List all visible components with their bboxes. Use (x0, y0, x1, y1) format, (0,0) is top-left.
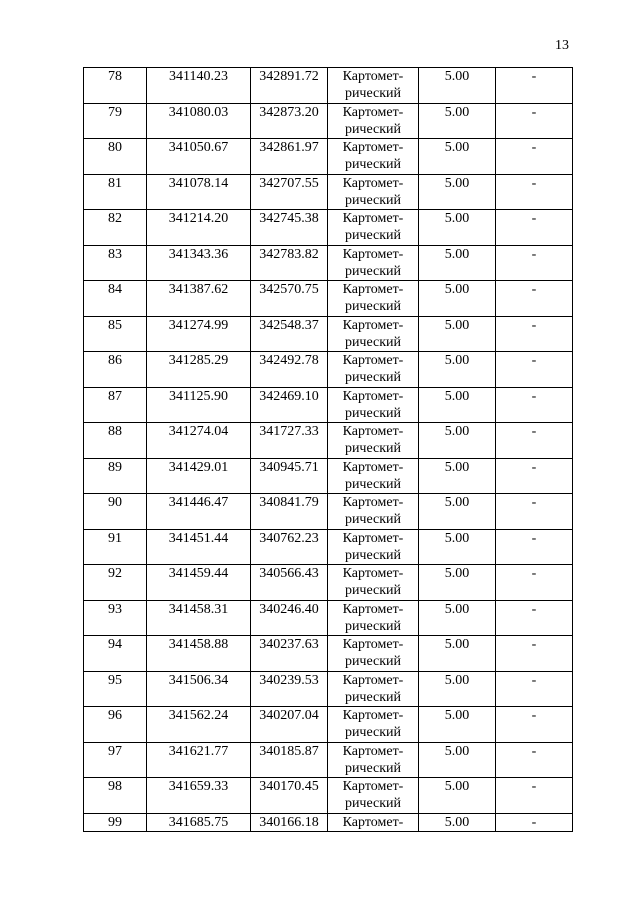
method-cell (328, 671, 419, 707)
accuracy-cell: 5.00 (419, 813, 496, 831)
point-number-cell: 81 (84, 174, 147, 210)
point-number-cell: 92 (84, 565, 147, 601)
method-text-line2: рический (344, 725, 402, 740)
method-text-line2: рический (344, 476, 402, 492)
method-text-line2: рический (344, 654, 402, 669)
accuracy-cell: 5.00 (419, 458, 496, 494)
method-cell (328, 245, 419, 281)
y-coordinate-cell: 342745.38 (251, 210, 328, 246)
point-number-cell: 87 (84, 387, 147, 423)
x-coordinate-cell: 341685.75 (147, 813, 251, 831)
x-coordinate-cell: 341125.90 (147, 387, 251, 423)
x-coordinate-cell: 341214.20 (147, 210, 251, 246)
method-cell (328, 103, 419, 139)
note-cell: - (496, 494, 573, 530)
method-cell (328, 210, 419, 246)
point-number-cell: 85 (84, 316, 147, 352)
point-number-cell: 89 (84, 458, 147, 494)
y-coordinate-cell: 340170.45 (251, 778, 328, 814)
method-text-line1: Картомет- (342, 672, 404, 688)
x-coordinate-cell: 341343.36 (147, 245, 251, 281)
method-text-line1: Картомет- (342, 530, 404, 546)
table-row (84, 281, 573, 317)
y-coordinate-cell: 342873.20 (251, 103, 328, 139)
point-number-cell: 86 (84, 352, 147, 388)
method-cell (328, 387, 419, 423)
method-text-line1: Картомет- (342, 566, 404, 581)
accuracy-cell: 5.00 (419, 68, 496, 104)
y-coordinate-cell: 342783.82 (251, 245, 328, 281)
method-text-line1: Картомет- (342, 814, 404, 830)
method-cell (328, 423, 419, 459)
table-row (84, 174, 573, 210)
method-cell (328, 565, 419, 601)
point-number-cell: 96 (84, 707, 147, 743)
table-row (84, 600, 573, 636)
y-coordinate-cell: 340207.04 (251, 707, 328, 743)
x-coordinate-cell: 341621.77 (147, 742, 251, 778)
point-number-cell: 95 (84, 671, 147, 707)
table-row (84, 529, 573, 565)
x-coordinate-cell: 341458.31 (147, 600, 251, 636)
accuracy-cell: 5.00 (419, 103, 496, 139)
table-row (84, 139, 573, 175)
y-coordinate-cell: 340185.87 (251, 742, 328, 778)
method-text-line1: Картомет- (342, 175, 404, 191)
method-text-line2: рический (344, 157, 402, 172)
y-coordinate-cell: 342469.10 (251, 387, 328, 423)
method-text-line2: рический (344, 583, 402, 598)
method-text-line1: Картомет- (342, 637, 404, 652)
note-cell: - (496, 316, 573, 352)
table-row (84, 742, 573, 778)
method-text-line1: Картомет- (342, 246, 404, 262)
note-cell: - (496, 707, 573, 743)
table-row (84, 423, 573, 459)
method-text-line1: Картомет- (342, 317, 404, 333)
x-coordinate-cell: 341459.44 (147, 565, 251, 601)
method-text-line1: Картомет- (342, 495, 404, 510)
point-number-cell: 99 (84, 813, 147, 831)
method-text-line2: рический (344, 228, 402, 243)
accuracy-cell: 5.00 (419, 245, 496, 281)
method-text-line1: Картомет- (342, 104, 404, 120)
method-text-line2: рический (344, 299, 402, 314)
note-cell: - (496, 742, 573, 778)
note-cell: - (496, 210, 573, 246)
note-cell: - (496, 458, 573, 494)
coordinates-table (83, 67, 573, 832)
accuracy-cell: 5.00 (419, 423, 496, 459)
point-number-cell: 94 (84, 636, 147, 672)
method-text-line1: Картомет- (342, 140, 404, 155)
y-coordinate-cell: 342707.55 (251, 174, 328, 210)
method-text-line2: рический (344, 86, 402, 101)
point-number-cell: 82 (84, 210, 147, 246)
method-cell (328, 707, 419, 743)
method-text-line2: рический (344, 547, 402, 563)
method-text-line2: рический (344, 760, 402, 776)
accuracy-cell: 5.00 (419, 174, 496, 210)
method-cell (328, 529, 419, 565)
accuracy-cell: 5.00 (419, 139, 496, 175)
point-number-cell: 83 (84, 245, 147, 281)
y-coordinate-cell: 342861.97 (251, 139, 328, 175)
point-number-cell: 91 (84, 529, 147, 565)
x-coordinate-cell: 341506.34 (147, 671, 251, 707)
accuracy-cell: 5.00 (419, 636, 496, 672)
point-number-cell: 84 (84, 281, 147, 317)
accuracy-cell: 5.00 (419, 565, 496, 601)
accuracy-cell: 5.00 (419, 210, 496, 246)
method-cell (328, 813, 419, 831)
y-coordinate-cell: 340166.18 (251, 813, 328, 831)
y-coordinate-cell: 342492.78 (251, 352, 328, 388)
method-text-line2: рический (344, 512, 402, 527)
method-text-line2: рический (344, 121, 402, 137)
x-coordinate-cell: 341446.47 (147, 494, 251, 530)
y-coordinate-cell: 340246.40 (251, 600, 328, 636)
x-coordinate-cell: 341078.14 (147, 174, 251, 210)
accuracy-cell: 5.00 (419, 600, 496, 636)
note-cell: - (496, 600, 573, 636)
method-text-line1: Картомет- (342, 779, 404, 794)
method-text-line1: Картомет- (342, 353, 404, 368)
table-row (84, 68, 573, 104)
point-number-cell: 80 (84, 139, 147, 175)
note-cell: - (496, 245, 573, 281)
y-coordinate-cell: 341727.33 (251, 423, 328, 459)
method-text-line2: рический (344, 334, 402, 350)
method-text-line1: Картомет- (342, 69, 404, 84)
accuracy-cell: 5.00 (419, 316, 496, 352)
accuracy-cell: 5.00 (419, 742, 496, 778)
table-row (84, 210, 573, 246)
method-text-line2: рический (344, 796, 402, 811)
x-coordinate-cell: 341140.23 (147, 68, 251, 104)
method-text-line2: рический (344, 192, 402, 208)
method-cell (328, 742, 419, 778)
x-coordinate-cell: 341451.44 (147, 529, 251, 565)
note-cell: - (496, 565, 573, 601)
x-coordinate-cell: 341659.33 (147, 778, 251, 814)
method-cell (328, 458, 419, 494)
method-text-line2: рический (344, 618, 402, 634)
point-number-cell: 93 (84, 600, 147, 636)
accuracy-cell: 5.00 (419, 707, 496, 743)
x-coordinate-cell: 341050.67 (147, 139, 251, 175)
accuracy-cell: 5.00 (419, 529, 496, 565)
y-coordinate-cell: 340237.63 (251, 636, 328, 672)
table-row (84, 778, 573, 814)
accuracy-cell: 5.00 (419, 494, 496, 530)
method-text-line2: рический (344, 370, 402, 385)
accuracy-cell: 5.00 (419, 387, 496, 423)
method-cell (328, 68, 419, 104)
table-row (84, 245, 573, 281)
accuracy-cell: 5.00 (419, 352, 496, 388)
note-cell: - (496, 813, 573, 831)
table-row (84, 316, 573, 352)
table-row (84, 636, 573, 672)
note-cell: - (496, 281, 573, 317)
table-row (84, 494, 573, 530)
note-cell: - (496, 636, 573, 672)
method-cell (328, 316, 419, 352)
table-row (84, 352, 573, 388)
table-row (84, 565, 573, 601)
point-number-cell: 88 (84, 423, 147, 459)
method-text-line2: рический (344, 405, 402, 421)
y-coordinate-cell: 342891.72 (251, 68, 328, 104)
accuracy-cell: 5.00 (419, 671, 496, 707)
method-text-line2: рический (344, 441, 402, 456)
method-text-line2: рический (344, 689, 402, 705)
method-text-line1: Картомет- (342, 601, 404, 617)
method-text-line1: Картомет- (342, 459, 404, 475)
note-cell: - (496, 423, 573, 459)
y-coordinate-cell: 340945.71 (251, 458, 328, 494)
x-coordinate-cell: 341080.03 (147, 103, 251, 139)
y-coordinate-cell: 340841.79 (251, 494, 328, 530)
x-coordinate-cell: 341458.88 (147, 636, 251, 672)
method-cell (328, 778, 419, 814)
table-row (84, 387, 573, 423)
note-cell: - (496, 103, 573, 139)
method-cell (328, 174, 419, 210)
note-cell: - (496, 174, 573, 210)
note-cell: - (496, 68, 573, 104)
y-coordinate-cell: 342570.75 (251, 281, 328, 317)
page-number: 13 (555, 38, 569, 53)
note-cell: - (496, 671, 573, 707)
y-coordinate-cell: 340566.43 (251, 565, 328, 601)
method-text-line1: Картомет- (342, 388, 404, 404)
method-text-line1: Картомет- (342, 282, 404, 297)
point-number-cell: 98 (84, 778, 147, 814)
x-coordinate-cell: 341274.99 (147, 316, 251, 352)
method-text-line1: Картомет- (342, 708, 404, 723)
accuracy-cell: 5.00 (419, 778, 496, 814)
note-cell: - (496, 352, 573, 388)
method-cell (328, 352, 419, 388)
method-cell (328, 636, 419, 672)
table-row (84, 707, 573, 743)
y-coordinate-cell: 340239.53 (251, 671, 328, 707)
table-row (84, 671, 573, 707)
x-coordinate-cell: 341387.62 (147, 281, 251, 317)
y-coordinate-cell: 342548.37 (251, 316, 328, 352)
table-row (84, 458, 573, 494)
point-number-cell: 97 (84, 742, 147, 778)
method-text-line1: Картомет- (342, 211, 404, 226)
accuracy-cell: 5.00 (419, 281, 496, 317)
method-cell (328, 281, 419, 317)
note-cell: - (496, 139, 573, 175)
coordinates-table-body (84, 68, 573, 832)
x-coordinate-cell: 341285.29 (147, 352, 251, 388)
method-text-line1: Картомет- (342, 424, 404, 439)
table-row (84, 813, 573, 831)
x-coordinate-cell: 341429.01 (147, 458, 251, 494)
point-number-cell: 90 (84, 494, 147, 530)
y-coordinate-cell: 340762.23 (251, 529, 328, 565)
method-cell (328, 494, 419, 530)
note-cell: - (496, 529, 573, 565)
point-number-cell: 78 (84, 68, 147, 104)
x-coordinate-cell: 341562.24 (147, 707, 251, 743)
x-coordinate-cell: 341274.04 (147, 423, 251, 459)
method-cell (328, 139, 419, 175)
table-row (84, 103, 573, 139)
note-cell: - (496, 778, 573, 814)
note-cell: - (496, 387, 573, 423)
point-number-cell: 79 (84, 103, 147, 139)
method-text-line1: Картомет- (342, 743, 404, 759)
method-cell (328, 600, 419, 636)
method-text-line2: рический (344, 263, 402, 279)
